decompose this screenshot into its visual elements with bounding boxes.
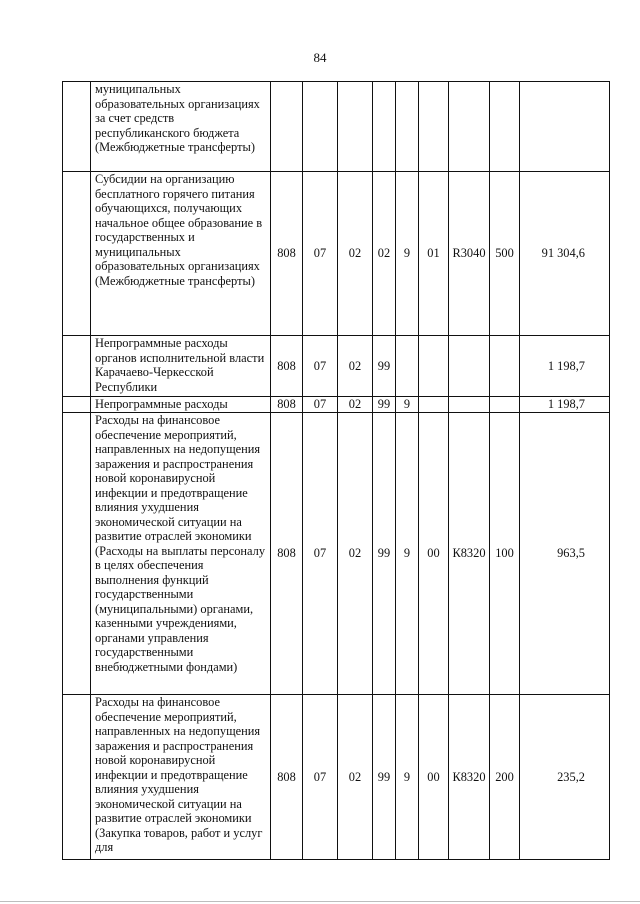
table-row — [63, 695, 610, 860]
subprogram-cell — [396, 82, 419, 172]
main-event-cell — [419, 397, 449, 413]
main-event-cell — [419, 336, 449, 397]
row-index-cell — [63, 82, 91, 172]
subsection-cell: 02 — [338, 172, 373, 336]
row-index-cell — [63, 172, 91, 336]
main-event-cell: 00 — [419, 695, 449, 860]
section-cell: 07 — [303, 695, 338, 860]
direction-cell: К8320 — [449, 695, 490, 860]
direction-cell: К8320 — [449, 413, 490, 695]
expense-name-cell: Непрограммные расходы — [91, 397, 271, 413]
expense-name-cell: Непрограммные расходы органов исполнительной власти Карачаево-Черкесской Республики — [91, 336, 271, 397]
expense-type-cell: 500 — [490, 172, 520, 336]
expense-type-cell — [490, 336, 520, 397]
page-number: 84 — [313, 50, 327, 65]
expense-type-cell: 100 — [490, 413, 520, 695]
subprogram-cell: 9 — [396, 413, 419, 695]
subprogram-cell: 9 — [396, 695, 419, 860]
row-index-cell — [63, 695, 91, 860]
ministry-code-cell: 808 — [271, 397, 303, 413]
program-cell: 99 — [373, 413, 396, 695]
table-row — [63, 397, 610, 413]
program-cell: 99 — [373, 336, 396, 397]
program-cell: 99 — [373, 695, 396, 860]
main-event-cell: 00 — [419, 413, 449, 695]
subprogram-cell: 9 — [396, 172, 419, 336]
section-cell: 07 — [303, 413, 338, 695]
table-row — [63, 413, 610, 695]
table-row — [63, 336, 610, 397]
subsection-cell: 02 — [338, 336, 373, 397]
ministry-code-cell: 808 — [271, 695, 303, 860]
main-event-cell: 01 — [419, 172, 449, 336]
program-cell — [373, 82, 396, 172]
subprogram-cell — [396, 336, 419, 397]
subsection-cell — [338, 82, 373, 172]
subprogram-cell: 9 — [396, 397, 419, 413]
ministry-code-cell: 808 — [271, 172, 303, 336]
table-row — [63, 82, 610, 172]
ministry-code-cell — [271, 82, 303, 172]
amount-cell: 1 198,7 — [520, 397, 610, 413]
amount-cell: 235,2 — [520, 695, 610, 860]
table-row — [63, 172, 610, 336]
direction-cell: R3040 — [449, 172, 490, 336]
subsection-cell: 02 — [338, 397, 373, 413]
ministry-code-cell: 808 — [271, 413, 303, 695]
budget-table — [62, 81, 610, 860]
row-index-cell — [63, 336, 91, 397]
direction-cell — [449, 397, 490, 413]
expense-type-cell: 200 — [490, 695, 520, 860]
amount-cell: 91 304,6 — [520, 172, 610, 336]
amount-cell — [520, 82, 610, 172]
row-index-cell — [63, 413, 91, 695]
subsection-cell: 02 — [338, 695, 373, 860]
direction-cell — [449, 336, 490, 397]
direction-cell — [449, 82, 490, 172]
expense-name-cell: муниципальных образовательных организациях за счет средств республиканского бюджета (Межбюджетные трансферты) — [91, 82, 271, 172]
amount-cell: 1 198,7 — [520, 336, 610, 397]
row-index-cell — [63, 397, 91, 413]
expense-name-cell: Расходы на финансовое обеспечение мероприятий, направленных на недопущения заражения и распространения новой коронавирусной инфекции и предотвращение влияния ухудшения экономической ситуации на развитие отраслей экономики (Закупка товаров, работ и услуг для — [91, 695, 271, 860]
subsection-cell: 02 — [338, 413, 373, 695]
program-cell: 02 — [373, 172, 396, 336]
amount-cell: 963,5 — [520, 413, 610, 695]
expense-type-cell — [490, 397, 520, 413]
main-event-cell — [419, 82, 449, 172]
program-cell: 99 — [373, 397, 396, 413]
section-cell — [303, 82, 338, 172]
section-cell: 07 — [303, 172, 338, 336]
ministry-code-cell: 808 — [271, 336, 303, 397]
section-cell: 07 — [303, 336, 338, 397]
expense-name-cell: Расходы на финансовое обеспечение мероприятий, направленных на недопущения заражения и распространения новой коронавирусной инфекции и предотвращение влияния ухудшения экономической ситуации на развитие отраслей экономики (Расходы на выплаты персоналу в целях обеспечения выполнения функций государственными (муниципальными) органами, казенными учреждениями, органами управления государственными внебюджетными фондами) — [91, 413, 271, 695]
section-cell: 07 — [303, 397, 338, 413]
expense-type-cell — [490, 82, 520, 172]
expense-name-cell: Субсидии на организацию бесплатного горячего питания обучающихся, получающих начальное общее образование в государственных и муниципальных образовательных организациях (Межбюджетные трансферты) — [91, 172, 271, 336]
page-bottom-divider — [0, 901, 640, 902]
